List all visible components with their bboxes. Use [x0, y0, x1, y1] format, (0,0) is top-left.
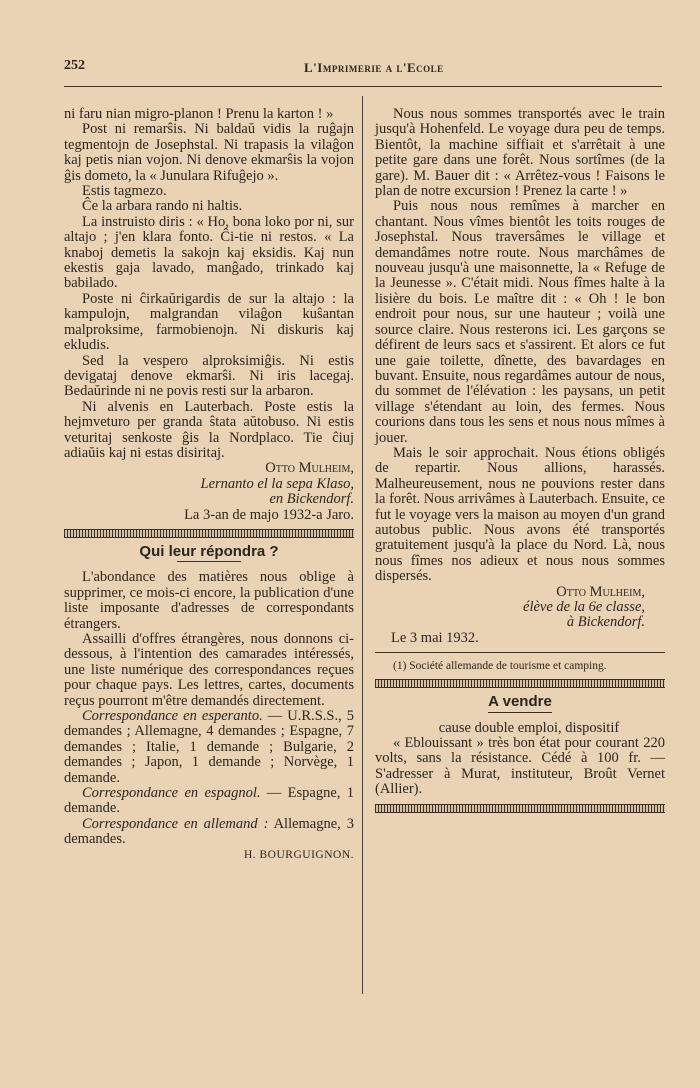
signature-class: élève de la 6e classe, [523, 599, 645, 615]
correspondence-spanish [64, 786, 354, 817]
corr-text: — Espagne, 1 demande. [64, 785, 354, 817]
ad-divider-bottom [375, 804, 665, 813]
left-column [64, 107, 354, 863]
esperanto-paragraph: ni faru nian migro-planon ! Prenu la karton ! » [64, 106, 334, 122]
header-rule [64, 86, 662, 87]
ad-title-underline [488, 712, 552, 713]
signature-name: Otto Mulheim, [556, 583, 645, 600]
letter-date: Le 3 mai 1932. [391, 629, 479, 646]
letter-date: La 3-an de majo 1932-a Jaro. [184, 506, 354, 523]
ad-divider-top [375, 679, 665, 688]
ad-title: A vendre [488, 693, 552, 711]
section-divider [64, 529, 354, 538]
ad-text: « Eblouissant » très bon état pour courant 220 volts, sans la résistance. Cédé à 100 fr. — S'adresser à Murat, instituteur, Broût Vernet (Allier). [375, 735, 665, 798]
esperanto-paragraph: Post ni remarŝis. Ni baldaŭ vidis la ruĝajn tegmentojn de Josephstal. Ni trapasis la vilaĝon kaj petis nian vojon. Ni denove ekmarŝis la vojon ĝis dometo, la « Junulara Rifuĝejo ». [64, 121, 354, 184]
title-underline [177, 561, 241, 562]
article-author: H. BOURGUIGNON. [243, 848, 354, 861]
signature-place: à Bickendorf. [566, 614, 645, 631]
esperanto-paragraph: Estis tagmezo. [82, 183, 167, 200]
signature-place: en Bickendorf. [269, 491, 354, 508]
right-column [375, 107, 665, 819]
correspondence-german [64, 817, 354, 848]
footnote: (1) Société allemande de tourisme et camping. [393, 660, 607, 673]
page-number: 252 [64, 58, 85, 73]
french-paragraph: Puis nous nous remîmes à marcher en chantant. Nous vîmes bientôt les toits rouges de Josephstal. Nous traversâmes le village et demandâmes notre route. Nous marchâmes de nouveau jusqu'à une maisonnette, la « Refuge de la Jeunesse ». C'était midi. Nous fîmes halte à la lisière du bois. Le maître dit : « Oh ! le bon endroit pour nous, sur une hauteur ; voilà une source claire. Nous resterons ici. Les garçons se défirent de leurs sacs et s'assirent. Et alors ce fut une gaie toilette, dînette, des bavardages en buvant. Ensuite, nous regardâmes autour de nous, du sommet de l'élévation : les paysans, un petit village s'étendant au loin, des fermes. Nous courions dans tous les sens et nous nous mîmes à jouer. [375, 198, 665, 446]
corr-label: Correspondance en allemand : [82, 815, 269, 832]
ad-line: cause double emploi, dispositif [438, 719, 620, 736]
section-title: Qui leur répondra ? [139, 542, 279, 560]
corr-label: Correspondance en espagnol. [82, 785, 261, 802]
esperanto-paragraph: Ĉe la arbara rando ni haltis. [82, 198, 243, 215]
section-paragraph: L'abondance des matières nous oblige à supprimer, ce mois-ci encore, la publication d'une liste imposante d'adresses de correspondants étrangers. [64, 569, 354, 632]
esperanto-paragraph: Sed la vespero alproksimiĝis. Ni estis devigataj denove ekmarŝi. Ni iris lacegaj. Bedaŭrinde ni ne povis resti sur la arbaron. [64, 352, 354, 400]
signature-class: Lernanto el la sepa Klaso, [200, 475, 354, 492]
french-paragraph: Nous nous sommes transportés avec le train jusqu'à Hohenfeld. Le voyage dura peu de temps. Bientôt, la machine siffiait et s'arrêtait à une petite gare dans une forêt. Nous sortîmes (de la gare). M. Bauer dit : « Arrêtez-vous ! Faisons le plan de notre excursion ! Prenez la carte ! » [375, 106, 665, 200]
esperanto-paragraph: Poste ni ĉirkaŭrigardis de sur la altajo : la kampulojn, malgrandan vilaĝon kuŝantan malproksime, farmobienojn. Ni diskuris kaj ekludis. [64, 290, 354, 354]
section-paragraph: Assailli d'offres étrangères, nous donnons ci-dessous, à l'intention des camarades intéressés, une liste numérique des correspondances reçues pour chaque pays. Les lettres, cartes, documents reçus pourront m'être demandés directement. [64, 631, 354, 709]
signature-name: Otto Mulheim, [265, 460, 354, 477]
esperanto-paragraph: La instruisto diris : « Ho, bona loko por ni, sur altajo ; j'en klara fonto. Ĉi-tie ni restos. « La knaboj demetis la sakojn kaj eksidis. Kaj nun ekestis gaja lavado, manĝado, trinkado kaj babilado. [64, 213, 354, 292]
column-divider [362, 96, 363, 994]
footnote-rule [375, 652, 665, 653]
correspondence-esperanto [64, 709, 354, 786]
esperanto-paragraph: Ni alvenis en Lauterbach. Poste estis la hejmveturo per granda ŝtata aŭtobuso. Ni estis veturitaj senkoste ĝis la Nordplaco. Tie ĉiuj adiaŭis kaj ni estas disiritaj. [64, 398, 354, 461]
corr-text: Allemagne, 3 demandes. [64, 815, 354, 848]
page-header [64, 58, 660, 80]
running-title: L'Imprimerie a l'Ecole [304, 60, 444, 75]
corr-label: Correspondance en esperanto. [82, 708, 263, 725]
french-paragraph: Mais le soir approchait. Nous étions obligés de repartir. Nous allions, harassés. Malheureusement, nous ne pouvions rester dans la forêt. Nous arrivâmes à Lauterbach. Ensuite, ce fut le voyage vers la maison au moyen d'un grand autobus public. Nous avons été transportés gratuitement jusqu'à la place du Nord. Là, nous nous fîmes nos adieux et nous nous sommes dispersés. [375, 444, 665, 585]
corr-text: — U.R.S.S., 5 demandes ; Allemagne, 4 demandes ; Espagne, 7 demandes ; Italie, 1 demande ; Bulgarie, 2 demandes ; Japon, 1 demande ; Norvège, 1 demande. [64, 708, 354, 786]
